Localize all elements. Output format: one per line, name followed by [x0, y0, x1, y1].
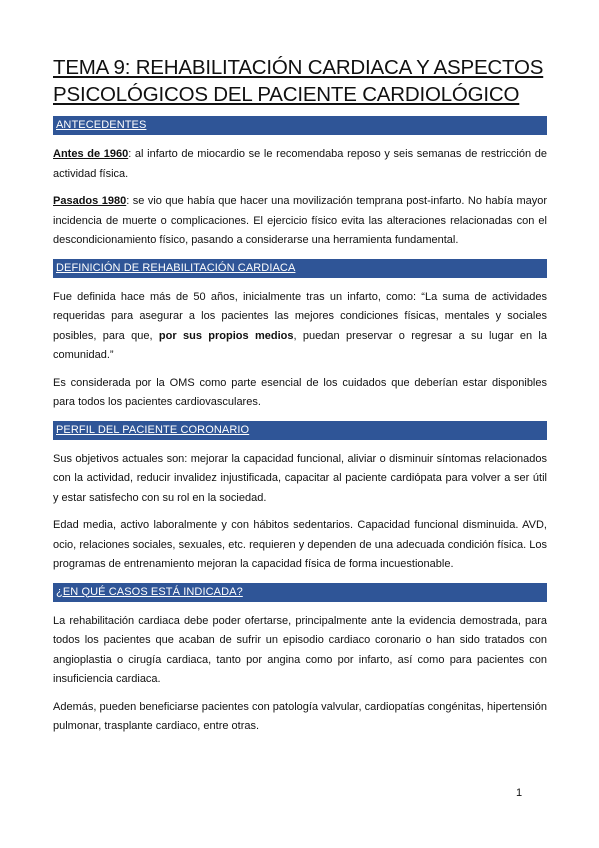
paragraph-pasados-1980 [53, 192, 547, 251]
paragraph-indicaciones: La rehabilitación cardiaca debe poder ofertarse, principalmente ante la evidencia demostrada, para todos los pacientes que acaban de sufrir un episodio cardiaco coronario o han sido tratados con angioplastia o cirugía cardiaca, tanto por angina como por infarto, así como para pacientes con insuficiencia cardiaca. [53, 614, 547, 685]
section-heading-definicion: DEFINICIÓN DE REHABILITACIÓN CARDIACA [53, 259, 547, 278]
section-heading-antecedentes: ANTECEDENTES [53, 116, 547, 135]
document-page [53, 54, 547, 745]
section-heading-casos: ¿EN QUÉ CASOS ESTÁ INDICADA? [53, 583, 547, 602]
section-heading-perfil: PERFIL DEL PACIENTE CORONARIO [53, 421, 547, 440]
paragraph-text: : al infarto de miocardio se le recomendaba reposo y seis semanas de restricción de actividad física. [53, 148, 547, 180]
document-title [53, 54, 547, 108]
paragraph-text: , puedan preservar o regresar a su lugar en la comunidad.” [53, 329, 547, 361]
paragraph-oms: Es considerada por la OMS como parte esencial de los cuidados que deberían estar disponibles para todos los pacientes cardiovasculares. [53, 376, 547, 408]
paragraph-text: : se vio que había que hacer una movilización temprana post-infarto. No había mayor incidencia de muerte o complicaciones. El ejercicio físico evita las alteraciones relacionadas con el descondicionamiento físico, pasando a considerarse una herramienta fundamental. [53, 195, 547, 246]
title-line-1: TEMA 9: REHABILITACIÓN CARDIACA Y ASPECTOS [53, 56, 544, 79]
bold-term: Pasados 1980 [53, 195, 127, 207]
title-line-2: PSICOLÓGICOS DEL PACIENTE CARDIOLÓGICO [53, 83, 520, 106]
bold-phrase: por sus propios medios [158, 329, 294, 342]
paragraph-edad-media: Edad media, activo laboralmente y con hábitos sedentarios. Capacidad funcional disminuida. AVD, ocio, relaciones sociales, sexuales, etc. requieren y dependen de una adecuada condición física. Los programas de entrenamiento mejoran la capacidad física de forma incuestionable. [53, 519, 547, 570]
paragraph-objetivos: Sus objetivos actuales son: mejorar la capacidad funcional, aliviar o disminuir síntomas relacionados con la actividad, reducir invalidez injustificada, capacitar al paciente cardiópata para volver a ser útil y estar satisfecho con su rol en la sociedad. [53, 452, 547, 504]
paragraph-ademas: Además, pueden beneficiarse pacientes con patología valvular, cardiopatías congénitas, hipertensión pulmonar, trasplante cardiaco, entre otras. [53, 700, 547, 732]
paragraph-antes-1960 [53, 145, 547, 184]
bold-term: Antes de 1960 [53, 148, 129, 160]
paragraph-text: Fue definida hace más de 50 años, inicialmente tras un infarto, como: “La suma de actividades requeridas para asegurar a los pacientes las mejores condiciones físicas, mentales y sociales posibles, para que, [53, 290, 547, 342]
paragraph-definicion [53, 288, 547, 366]
page-number: 1 [516, 787, 523, 799]
